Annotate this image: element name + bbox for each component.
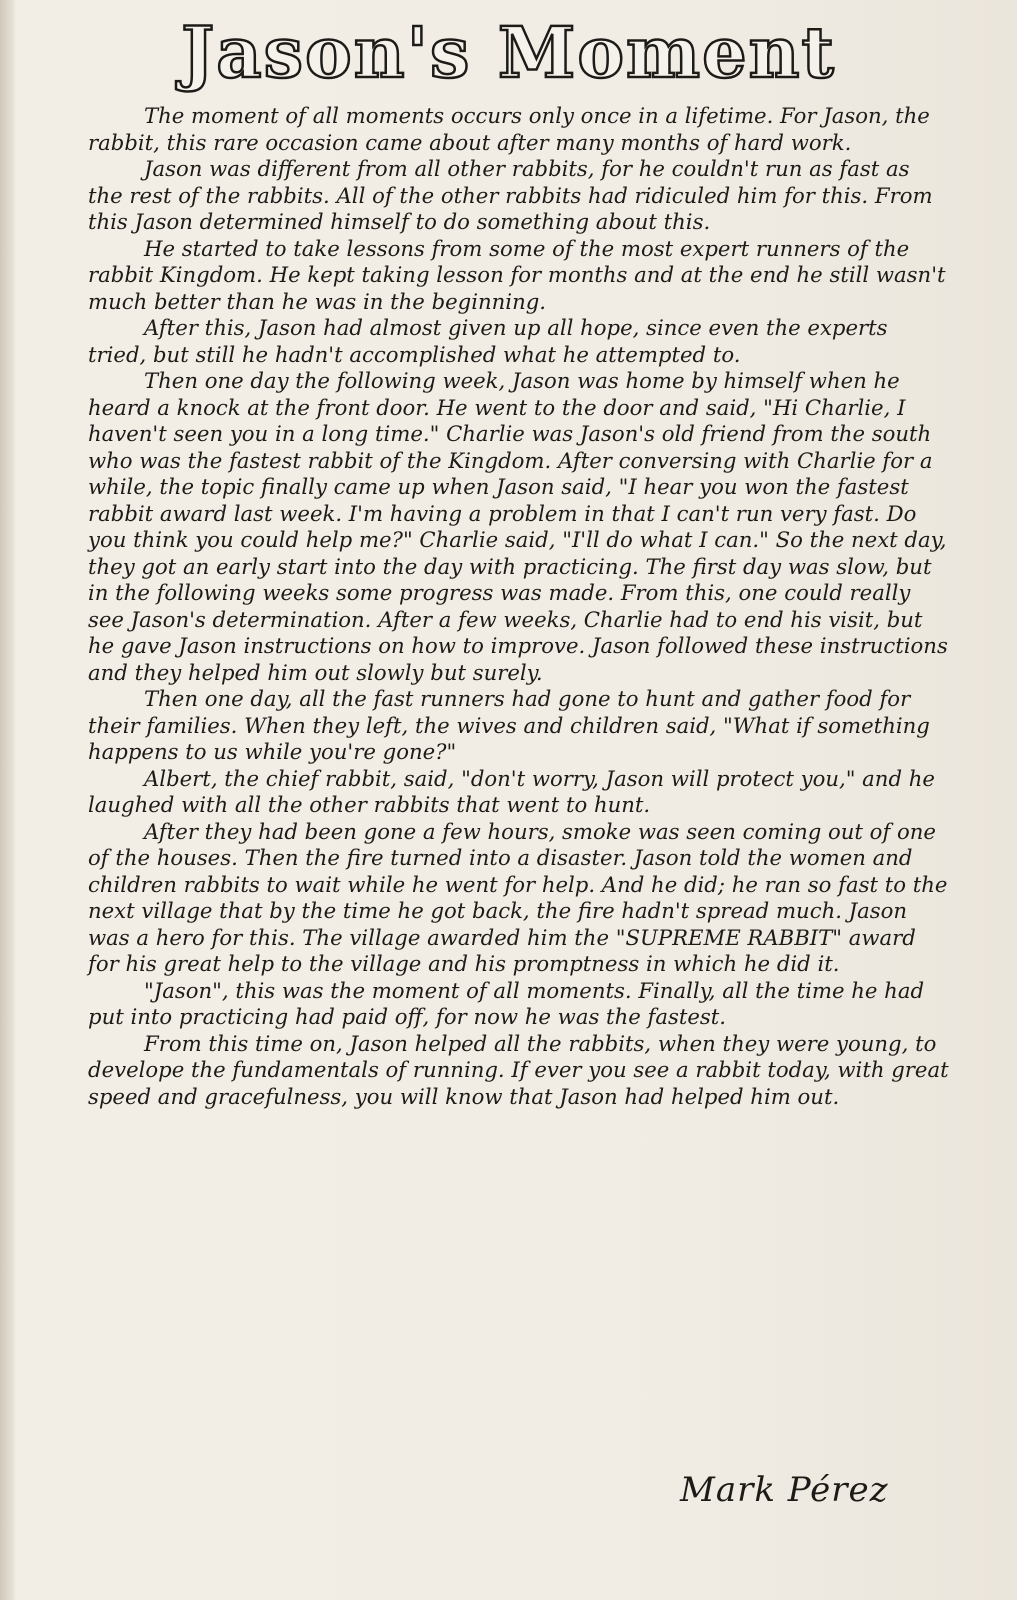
paragraph: Then one day the following week, Jason was home by himself when he heard a knock at the front door. He went to the door and said, "Hi Charlie, I haven't seen you in a long time." Charlie was Jason's old friend from the south who was the fastest rabbit of the Kingdom. After conversing with Charlie for a while, the topic finally came up when Jason said, "I hear you won the fastest rabbit award last week. I'm having a problem in that I can't run very fast. Do you think you could help me?" Charlie said, "I'll do what I can." So the next day, they got an early start into the day with practicing. The first day was slow, but in the following weeks some progress was made. From this, one could really see Jason's determination. After a few weeks, Charlie had to end his visit, but he gave Jason instructions on how to improve. Jason followed these instructions and they helped him out slowly but surely. [88,368,948,685]
paragraph: After they had been gone a few hours, smoke was seen coming out of one of the houses. Then the fire turned into a disaster. Jason told the women and children rabbits to wait while he went for help. And he did; he ran so fast to the next village that by the time he got back, the fire hadn't spread much. Jason was a hero for this. The village awarded him the "SUPREME RABBIT" award for his great help to the village and his promptness in which he did it. [88,818,948,976]
paragraph: Albert, the chief rabbit, said, "don't worry, Jason will protect you," and he laughed with all the other rabbits that went to hunt. [88,765,935,817]
paragraph: Then one day, all the fast runners had gone to hunt and gather food for their families. When they left, the wives and children said, "What if something happens to us while you're gone?" [88,686,930,764]
author-signature: Mark Pérez [680,1470,889,1510]
page-spine-shadow [0,0,14,1600]
paragraph: Jason was different from all other rabbits, for he couldn't run as fast as the rest of the rabbits. All of the other rabbits had ridiculed him for this. From this Jason determined himself to do something about this. [88,156,933,234]
story-body [88,103,950,1110]
paragraph: He started to take lessons from some of the most expert runners of the rabbit Kingdom. He kept taking lesson for months and at the end he still wasn't much better than he was in the beginning. [88,235,946,314]
paragraph: After this, Jason had almost given up all hope, since even the experts tried, but still he hadn't accomplished what he attempted to. [88,315,888,367]
paragraph: "Jason", this was the moment of all moments. Finally, all the time he had put into practicing had paid off, for now he was the fastest. [88,977,925,1029]
page-title: Jason's Moment [181,11,836,94]
paragraph: From this time on, Jason helped all the rabbits, when they were young, to develope the fundamentals of running. If ever you see a rabbit today, with great speed and gracefulness, you will know that Jason had helped him out. [88,1030,949,1109]
title-banner [0,8,1017,98]
paragraph: The moment of all moments occurs only once in a lifetime. For Jason, the rabbit, this rare occasion came about after many months of hard work. [88,103,930,155]
